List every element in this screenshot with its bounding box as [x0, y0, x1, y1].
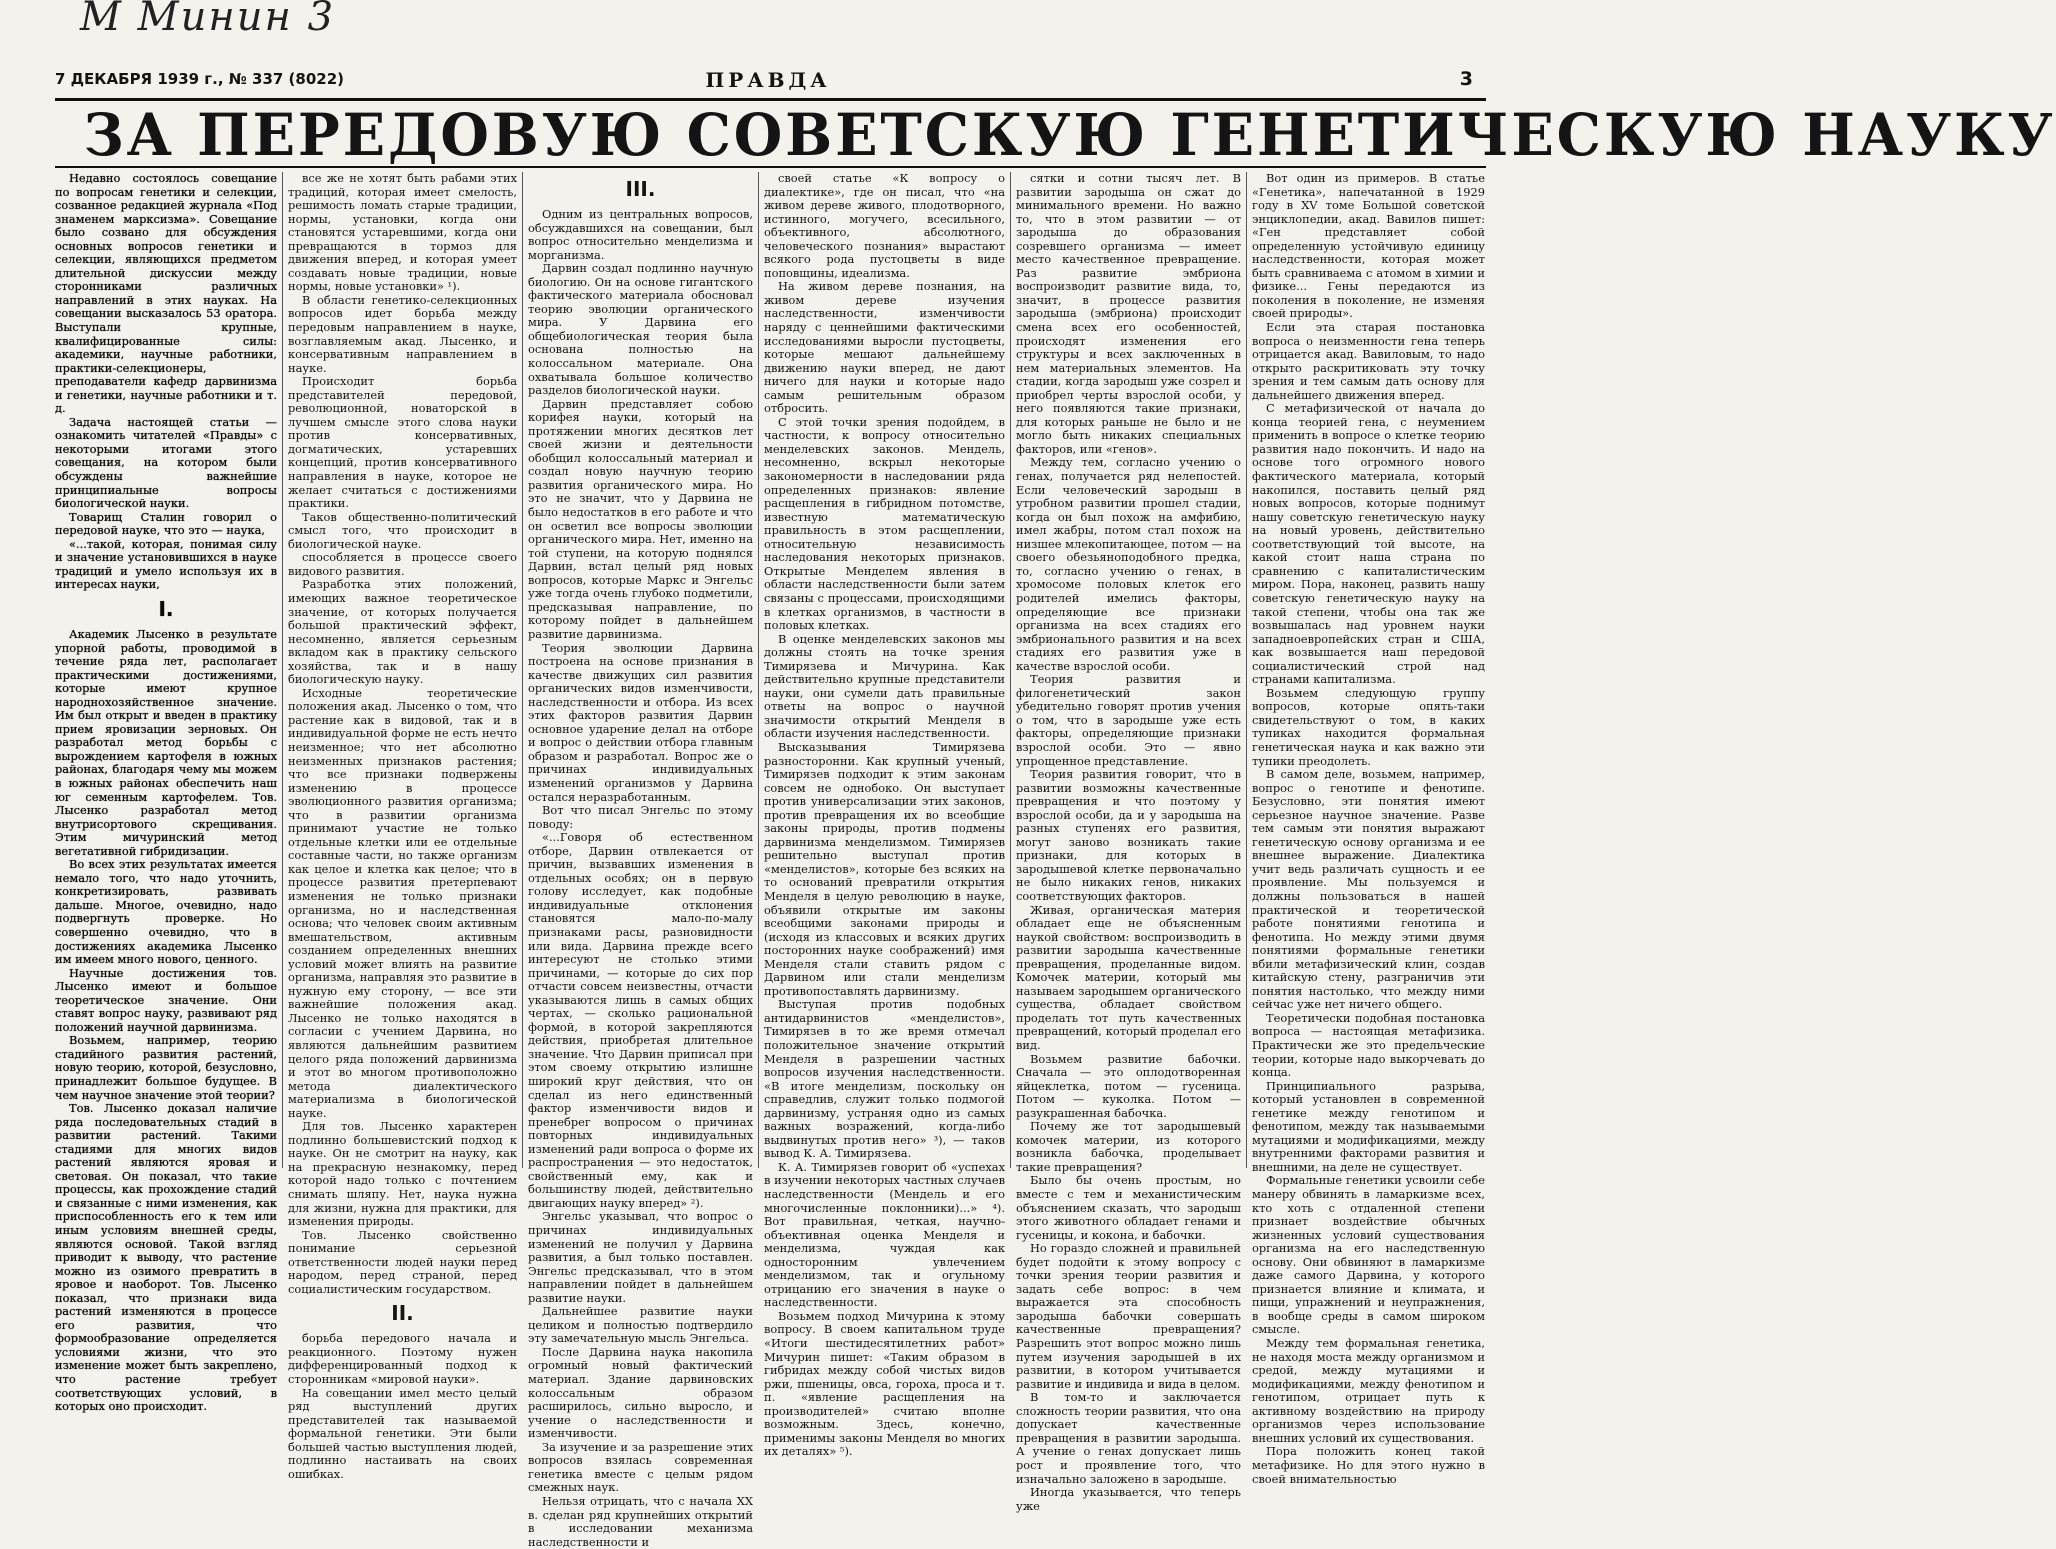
- paragraph: своей статье «К вопросу о диалектике», где он писал, что «на живом дереве живого, плодотворного, истинного, могучего, всесильного, объективного, абсолютного, человеческого познания» вырастают всякого рода пустоцветы в виде поповщины, идеализма.: [764, 171, 1005, 280]
- article-columns: [50, 171, 1490, 1549]
- paragraph: Тов. Лысенко доказал наличие ряда последовательных стадий в развитии растений. Такими стадиями для многих видов растений являются яровая и световая. Он показал, что такие процессы, как прохождение стадий и связанные с ними изменения, как приспособленность его к тем или иным условиям внешней среды, являются основой. Такой взгляд приводит к выводу, что растение можно из озимого превратить в яровое и наоборот. Тов. Лысенко показал, что признаки вида растений изменяются в процессе его развития, что формообразование определяется условиями жизни, что это изменение может быть закреплено, что растение требует соответствующих условий, в которых оно происходит.: [55, 1101, 277, 1414]
- paragraph: Теория развития и филогенетический закон убедительно говорят против учения о том, что в зародыше уже есть факторы, определяющие признаки взрослой особи. Это — явно упрощенное представление.: [1016, 672, 1241, 768]
- paragraph: На совещании имел место целый ряд выступлений других представителей так называемой формальной генетики. Эти были большей частью выступления людей, подлинно настаивать на своих ошибках.: [288, 1385, 517, 1481]
- section-heading: III.: [625, 177, 656, 201]
- column-5: [1010, 171, 1246, 1513]
- paragraph: С этой точки зрения подойдем, в частности, к вопросу относительно менделевских законов. Мендель, несомненно, вскрыл некоторые закономерности в наследовании ряда определенных признаков: явление расщепления в гибридном потомстве, известную математическую правильность в этом расщеплении, относительную независимость наследования некоторых признаков. Открытые Менделем явления в области наследственности были затем связаны с процессами, происходящими в клетках организмов, в частности в половых клетках.: [764, 414, 1005, 633]
- paragraph: Но гораздо сложней и правильней будет подойти к этому вопросу с точки зрения теории развития и задать себе вопрос: в чем выражается эта способность зародыша бабочки совершать качественные превращения? Разрешить этот вопрос можно лишь путем изучения зародышей в их развитии, в котором учитывается развитие и индивида и вида в целом.: [1016, 1241, 1241, 1391]
- paragraph: Происходит борьба представителей передовой, революционной, новаторской в лучшем смысле этого слова науки против консервативных, догматических, устаревших концепций, против консервативного направления в науке, которое не желает считаться с достижениями практики.: [288, 374, 517, 511]
- paragraph: Нельзя отрицать, что с начала XX в. сделан ряд крупнейших открытий в исследовании механизма наследственности и: [528, 1493, 753, 1549]
- page-number: 3: [1459, 68, 1473, 90]
- paragraph: С метафизической от начала до конца теорией гена, с неумением применить в вопросе о клетке теорию развития надо покончить. И надо на основе того огромного нового фактического материала, который накопился, поставить целый ряд новых вопросов, которые поднимут нашу советскую генетическую науку на новый уровень, действительно соответствующий той высоте, на какой стоит наша страна по сравнению с капиталистическим миром. Пора, наконец, развить нашу советскую генетическую науку на такой степени, чтобы она так же возвышалась над уровнем науки западноевропейских стран и США, как возвышается наш передовой социалистический строй над странами капитализма.: [1252, 401, 1485, 687]
- paragraph: Тов. Лысенко свойственно понимание серьезной ответственности людей науки перед народом, перед страной, перед социалистическим государством.: [288, 1227, 517, 1296]
- paragraph: Живая, органическая материя обладает еще не объясненным наукой свойством: воспроизводить в развитии зародыша качественные превращения, проделанные видом. Комочек материи, который мы называем зародышем органического существа, обладает свойством проделать тот путь качественных превращений, который проделал его вид.: [1016, 902, 1241, 1052]
- paragraph: Возьмем подход Мичурина к этому вопросу. В своем капитальном труде «Итоги шестидесятилетних работ» Мичурин пишет: «Таким образом в гибридах между собой чистых видов ржи, пшеницы, овса, гороха, проса и т. п. «явление расщепления на производителей» считаю вполне возможным. Здесь, конечно, применимы законы Менделя во многих их деталях» ⁵).: [764, 1308, 1005, 1459]
- headline-rule: [55, 166, 1486, 168]
- section-heading: I.: [158, 596, 174, 621]
- paragraph: Пора положить конец такой метафизике. Но для этого нужно в своей внимательностью: [1252, 1444, 1485, 1486]
- paragraph: Теория развития говорит, что в развитии возможны качественные превращения и что поэтому у взрослой особи, да и у зародыша на разных ступенях его развития, могут заново возникать такие признаки, для которых в зародышевой клетке первоначально не было никаких генов, никаких соответствующих факторов.: [1016, 767, 1241, 903]
- paragraph: Между тем, согласно учению о генах, получается ряд нелепостей. Если человеческий зародыш в утробном развитии прошел стадии, когда он был похож на амфибию, имел жабры, потом стал похож на низшее млекопитающее, потом — на своего обезьяноподобного предка, то, согласно учению о генах, в хромосоме половых клеток его родителей имелись факторы, определяющие все признаки организма на всех стадиях его эмбрионального развития и на всех стадиях его развития уже в качестве взрослой особи.: [1016, 455, 1241, 673]
- paragraph: Энгельс указывал, что вопрос о причинах индивидуальных изменений не получил у Дарвина развития, а был только поставлен. Энгельс предсказывал, что в этом направлении пойдет в дальнейшем развитие науки.: [528, 1209, 753, 1305]
- paragraph: Вот что писал Энгельс по этому поводу:: [528, 803, 753, 831]
- paragraph: За изучение и за разрешение этих вопросов взялась современная генетика вместе с целым рядом смежных наук.: [528, 1439, 753, 1495]
- paragraph: Высказывания Тимирязева разносторонни. Как крупный ученый, Тимирязев подходит к этим законам совсем не однобоко. Он выступает против универсализации этих законов, против превращения их во всеобщие законы природы, против подмены дарвинизма менделизмом. Тимирязев решительно выступал против «менделистов», которые без всяких на то оснований превратили открытия Менделя в целую революцию в науке, объявили открытые им законы всеобщими законами природы и (исходя из классовых и всяких других посторонних науке соображений) имя Менделя стали ставить рядом с Дарвином или стали менделизм противопоставлять дарвинизму.: [764, 739, 1005, 998]
- paragraph: Для тов. Лысенко характерен подлинно большевистский подход к науке. Он не смотрит на науку, как на прекрасную незнакомку, перед которой надо только с почтением снимать шляпу. Нет, наука нужна для жизни, нужна для практики, для изменения природы.: [288, 1119, 517, 1229]
- paragraph: Почему же тот зародышевый комочек материи, из которого возникла бабочка, проделывает такие превращения?: [1016, 1119, 1241, 1174]
- paragraph: все же не хотят быть рабами этих традиций, которая имеет смелость, решимость ломать старые традиции, нормы, установки, когда они становятся устаревшими, когда они превращаются в тормоз для движения вперед, и которая умеет создавать новые традиции, новые нормы, новые установки» ¹).: [288, 171, 517, 294]
- paragraph: Во всех этих результатах имеется немало того, что надо уточнить, конкретизировать, развивать дальше. Многое, очевидно, надо подвергнуть проверке. Но совершенно очевидно, что в достижениях академика Лысенко им имеем много нового, ценного.: [55, 857, 277, 967]
- paragraph: Принципиального разрыва, который установлен в современной генетике между генотипом и фенотипом, между так называемыми мутациями и модификациями, между внутренними факторами развития и внешними, на деле не существует.: [1252, 1078, 1485, 1174]
- column-6: [1246, 171, 1490, 1486]
- paragraph: Задача настоящей статьи — ознакомить читателей «Правды» с некоторыми итогами этого совещания, на котором были обсуждены важнейшие принципиальные вопросы биологической науки.: [55, 414, 277, 511]
- paragraph: В оценке менделевских законов мы должны стоять на точке зрения Тимирязева и Мичурина. Как действительно крупные представители науки, они сумели дать правильные ответы на вопрос о научной значимости открытий Менделя в области изучения наследственности.: [764, 631, 1005, 741]
- paragraph: Дальнейшее развитие науки целиком и полностью подтвердило эту замечательную мысль Энгельса.: [528, 1304, 753, 1346]
- paragraph: Одним из центральных вопросов, обсуждавшихся на совещании, был вопрос относительно менделизма и морганизма.: [528, 207, 753, 262]
- paragraph: борьба передового начала и реакционного. Поэтому нужен дифференцированный подход к сторонникам «мировой науки».: [288, 1331, 517, 1387]
- paragraph: Исходные теоретические положения акад. Лысенко о том, что растение как в видовой, так и в индивидуальной форме не есть нечто неизменное; что нет абсолютно неизменных признаков растения; что все признаки подвержены изменению в процессе эволюционного развития организма; что в развитии организма принимают участие не только отдельные клетки или ее отдельные составные части, но также организм как целое и клетка как целое; что в процессе развития претерпевают изменения не только признаки организма, но и наследственная основа; что человек своим активным вмешательством, активным созданием определенных внешних условий может влиять на развитие организма, направляя это развитие в нужную ему сторону, — все эти важнейшие положения акад. Лысенко не только находятся в согласии с учением Дарвина, но являются дальнейшим развитием целого ряда положений дарвинизма и этот во многом противоположно метода диалектического материализма в биологической науке.: [288, 685, 517, 1120]
- column-3: [522, 172, 758, 1549]
- paragraph: Возьмем следующую группу вопросов, которые опять-таки свидетельствуют о том, в каких тупиках находится формальная генетическая наука и как важно эти тупики преодолеть.: [1252, 685, 1485, 768]
- paragraph: Если эта старая постановка вопроса о неизменности гена теперь отрицается акад. Вавиловым, то надо открыто раскритиковать эту точку зрения и тем самым дать основу для дальнейшего движения вперед.: [1252, 320, 1485, 402]
- paragraph: На живом дереве познания, на живом дереве изучения наследственности, изменчивости наряду с ценнейшими фактическими исследованиями выросли пустоцветы, которые мешают дальнейшему движению науки вперед, не дают ничего для науки и которые надо самым решительным образом отбросить.: [764, 279, 1005, 416]
- paragraph: Академик Лысенко в результате упорной работы, проводимой в течение ряда лет, располагает практическими достижениями, которые имеют крупное народнохозяйственное значение. Им был открыт и введен в практику прием яровизации зерновых. Он разработал метод борьбы с вырождением картофеля в южных районах, благодаря чему мы можем в южных районах обеспечить наш юг семенным картофелем. Тов. Лысенко разработал метод внутрисортового скрещивания. Этим мичуринский метод вегетативной гибридизации.: [55, 626, 277, 858]
- handwritten-note: [70, 0, 470, 50]
- paragraph: «...Говоря об естественном отборе, Дарвин отвлекается от причин, вызвавших изменения в отдельных особях; он в первую голову исследует, как подобные индивидуальные отклонения становятся мало-по-малу признаками расы, разновидности или вида. Дарвина прежде всего интересуют не столько этими причинами, — которые до сих пор отчасти совсем неизвестны, отчасти указываются лишь в самых общих чертах, — сколько рациональной формой, в которой закрепляются действия, приобретая длительное значение. Что Дарвин приписал при этом своему открытию излишне широкий круг действия, что он сделал из него единственный фактор изменчивости видов и пренебрег вопросом о причинах повторных индивидуальных изменений ради вопроса о форме их распространения — это недостаток, свойственный ему, как и большинству людей, действительно двигающих науку вперед» ²).: [528, 830, 753, 1210]
- paragraph: «...такой, которая, понимая силу и значение установившихся в науке традиций и умело используя их в интересах науки,: [55, 536, 277, 592]
- paragraph: Теоретически подобная постановка вопроса — настоящая метафизика. Практически же это предельческие теории, которые надо выкорчевать до конца.: [1252, 1010, 1485, 1080]
- paragraph: Теория эволюции Дарвина построена на основе признания в качестве движущих сил развития органических видов изменчивости, наследственности и отбора. Из всех этих факторов развития Дарвин основное ударение делал на отборе и вопрос о действии отбора главным образом и разработал. Вопрос же о причинах индивидуальных изменений организмов у Дарвина остался неразработанным.: [528, 640, 753, 804]
- paragraph: Дарвин создал подлинно научную биологию. Он на основе гигантского фактического материала обосновал теорию эволюции органического мира. У Дарвина его общебиологическая теория была основана полностью на колоссальном материале. Она охватывала большое количество разделов биологической науки.: [528, 261, 753, 398]
- section-heading: II.: [391, 1301, 414, 1326]
- paragraph: Выступая против подобных антидарвинистов «менделистов», Тимирязев в то же время отмечал положительное значение открытий Менделя в разрешении частных вопросов изучения наследственности. «В итоге менделизм, поскольку он справедлив, служит только подмогой дарвинизму, устраняя одно из самых важных возражений, когда-либо выдвинутых против него» ³), — таков вывод К. А. Тимирязева.: [764, 997, 1005, 1161]
- newspaper-title: ПРАВДА: [705, 68, 831, 92]
- headline: ЗА ПЕРЕДОВУЮ СОВЕТСКУЮ ГЕНЕТИЧЕСКУЮ НАУКУ: [83, 101, 2056, 169]
- column-1: [50, 171, 282, 1414]
- paragraph: В том-то и заключается сложность теории развития, что она допускает качественные превращения в развитии зародыша. А учение о генах допускает лишь рост и проявление того, что изначально заложено в зародыше.: [1016, 1390, 1241, 1486]
- paragraph: Недавно состоялось совещание по вопросам генетики и селекции, созванное редакцией журнала «Под знаменем марксизма». Совещание было созвано для обсуждения основных вопросов генетики и селекции, являющихся предметом длительной дискуссии между сторонниками различных направлений в этих науках. На совещании высказалось 53 оратора. Выступали крупные, квалифицированные силы: академики, научные работники, практики-селекционеры, преподаватели кафедр дарвинизма и генетики, научные работники и т. д.: [55, 171, 277, 416]
- paragraph: Между тем формальная генетика, не находя моста между организмом и средой, между мутациями и модификациями, между фенотипом и генотипом, отрицает путь к активному воздействию на природу организмов через использование внешних условий их существования.: [1252, 1336, 1485, 1445]
- paragraph: Дарвин представляет собою корифея науки, который на протяжении многих десятков лет своей жизни и деятельности обобщил колоссальный материал и создал новую научную теорию развития органического мира. Но это не значит, что у Дарвина не было недостатков в его работе и что он осветил все вопросы эволюции органического мира. Нет, именно на той ступени, на которую поднялся Дарвин, встал целый ряд новых вопросов, которые Маркс и Энгельс уже тогда очень глубоко подметили, предсказывая направление, по которому пойдет в дальнейшем развитие дарвинизма.: [528, 396, 753, 641]
- paragraph: Научные достижения тов. Лысенко имеют и большое теоретическое значение. Они ставят вопрос науку, развивают ряд положений научной дарвинизма.: [55, 965, 277, 1034]
- column-4: [758, 171, 1010, 1459]
- paragraph: Вот один из примеров. В статье «Генетика», напечатанной в 1929 году в XV томе Большой советской энциклопедии, акад. Вавилов пишет: «Ген представляет собой определенную устойчивую единицу наследственности, которая может быть сравниваема с атомом в химии и физике... Гены передаются из поколения в поколение, не изменяя своей природы».: [1252, 171, 1485, 321]
- paragraph: Возьмем, например, теорию стадийного развития растений, новую теорию, которой, безусловно, принадлежит большое будущее. В чем научное значение этой теории?: [55, 1033, 277, 1102]
- paragraph: После Дарвина наука накопила огромный новый фактический материал. Здание дарвиновских колоссальным образом расширилось, сильно выросло, и учение о наследственности и изменчивости.: [528, 1344, 753, 1441]
- paragraph: В самом деле, возьмем, например, вопрос о генотипе и фенотипе. Безусловно, эти понятия имеют серьезное научное значение. Разве тем самым эти понятия выражают генетическую основу организма и ее внешнее выражение. Диалектика учит ведь различать сущность и ее проявление. Мы пользуемся и должны пользоваться в нашей практической и теоретической работе понятиями генотипа и фенотипа. Но между этими двумя понятиями формальные генетики вбили метафизический клин, создав китайскую стену, разграничив эти понятия настолько, что между ними сейчас уже нет ничего общего.: [1252, 767, 1485, 1012]
- paragraph: Формальные генетики усвоили себе манеру обвинять в ламаркизме всех, кто хоть с отдаленной степени признает воздействие обычных жизненных условий существования организма на его наследственную основу. Они обвиняют в ламаркизме даже самого Дарвина, у которого признается влияние и климата, и пищи, упражнений и неупражнения, в вообще среды в самом широком смысле.: [1252, 1173, 1485, 1337]
- paragraph: Иногда указывается, что теперь уже: [1016, 1485, 1241, 1513]
- issue-date: 7 ДЕКАБРЯ 1939 г., № 337 (8022): [55, 70, 345, 88]
- paragraph: Товарищ Сталин говорил о передовой науке, что это — наука,: [55, 509, 277, 538]
- paragraph: Было бы очень простым, но вместе с тем и механистическим объяснением сказать, что зародыш этого животного обладает генами и гусеницы, и кокона, и бабочки.: [1016, 1173, 1241, 1242]
- column-2: [282, 171, 522, 1481]
- paragraph: сятки и сотни тысяч лет. В развитии зародыша он сжат до минимального времени. Но важно то, что в этом развитии — от зародыша до образования созревшего организма — имеет место качественное превращение. Раз развитие эмбриона воспроизводит развитие вида, то, значит, в процессе развития зародыша (эмбриона) происходит смена всех его особенностей, происходят изменения его структуры и всех заключенных в нем материальных элементов. На стадии, когда зародыш уже созрел и приобрел черты взрослой особи, у него появляются такие признаки, для которых раньше не было и не могло быть никаких специальных факторов, или «генов».: [1016, 171, 1241, 456]
- paragraph: Разработка этих положений, имеющих важное теоретическое значение, от которых получается большой практический эффект, несомненно, является серьезным вкладом как в практику сельского хозяйства, так и в нашу биологическую науку.: [288, 577, 517, 687]
- handwritten-note-text: М Минин 3: [80, 0, 336, 40]
- paragraph: Таков общественно-политический смысл того, что происходит в биологической науке.: [288, 509, 517, 551]
- paragraph: К. А. Тимирязев говорит об «успехах в изучении некоторых частных случаев наследственности (Мендель и его многочисленные поклонники)...» ⁴). Вот правильная, четкая, научно-объективная оценка Менделя и менделизма, чуждая как односторонним увлечением менделизмом, так и огульному отрицанию его значения в науке о наследственности.: [764, 1159, 1005, 1310]
- paragraph: способляется в процессе своего видового развития.: [288, 550, 517, 578]
- paragraph: В области генетико-селекционных вопросов идет борьба между передовым направлением в науке, возглавляемым акад. Лысенко, и консервативным направлением в науке.: [288, 292, 517, 375]
- paragraph: Возьмем развитие бабочки. Сначала — это оплодотворенная яйцеклетка, потом — гусеница. Потом — куколка. Потом — разукрашенная бабочка.: [1016, 1051, 1241, 1120]
- masthead: [55, 66, 1481, 96]
